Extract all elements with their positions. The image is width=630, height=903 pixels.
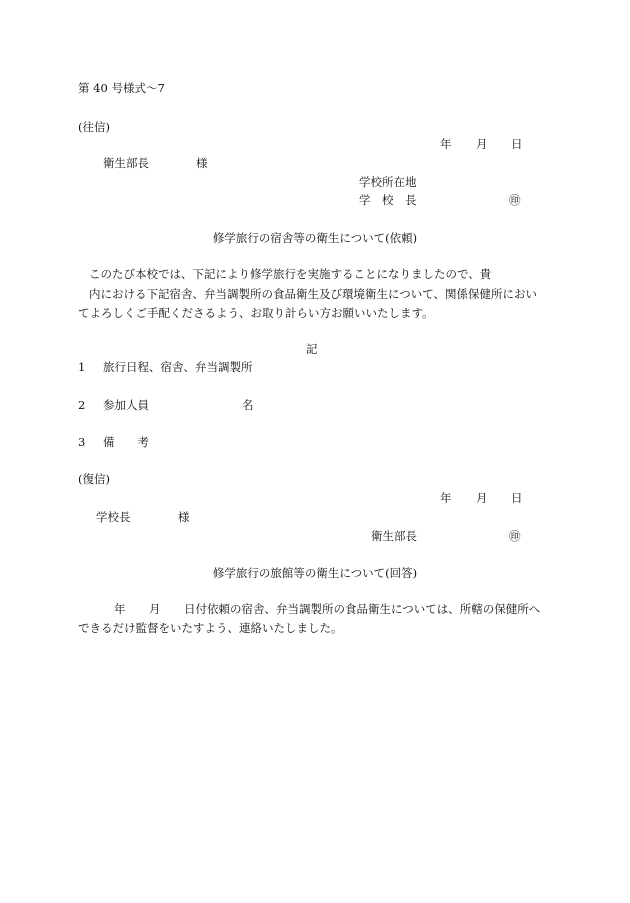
sender-address-label: 学校所在地: [359, 175, 417, 189]
outgoing-subject: 修学旅行の宿舎等の衛生について(依頼): [212, 231, 418, 245]
reply-addressee-title: 学校長: [96, 510, 131, 524]
item-3-text: 備 考: [103, 435, 149, 449]
outgoing-date-day: 日: [511, 137, 523, 151]
reply-body-line-1: 日付依頼の宿舎、弁当調製所の食品衛生については、所轄の保健所へ: [184, 602, 541, 616]
item-2-text: 参加人員: [103, 398, 149, 412]
outgoing-body-line-3: てよろしくご手配くださるよう、お取り計らい方お願いいたします。: [78, 306, 434, 320]
outgoing-addressee-title: 衛生部長: [103, 156, 149, 170]
outgoing-addressee-honorific: 様: [196, 156, 208, 170]
reply-date-day: 日: [511, 491, 523, 505]
reply-subject: 修学旅行の旅館等の衛生について(回答): [212, 566, 418, 580]
sender-title: 学 校 長: [359, 193, 417, 207]
reply-addressee-honorific: 様: [178, 510, 190, 524]
ki-heading: 記: [306, 342, 318, 356]
item-1-number: 1: [78, 360, 86, 374]
item-1-text: 旅行日程、宿舎、弁当調製所: [103, 360, 253, 374]
reply-body-month: 月: [149, 602, 161, 616]
reply-body-line-2: できるだけ監督をいたすよう、連絡いたしました。: [78, 621, 343, 635]
outgoing-date-year: 年: [440, 137, 452, 151]
outgoing-body-line-1: このたび本校では、下記により修学旅行を実施することになりましたので、貴: [89, 267, 492, 281]
outgoing-date-month: 月: [476, 137, 488, 151]
item-2-number: 2: [78, 398, 86, 412]
reply-label: (復信): [78, 472, 110, 486]
outgoing-label: (往信): [78, 120, 110, 134]
reply-sender-title: 衛生部長: [371, 529, 417, 543]
reply-date-month: 月: [476, 491, 488, 505]
reply-body-year: 年: [114, 602, 126, 616]
outgoing-body-line-2: 内における下記宿舎、弁当調製所の食品衛生及び環境衛生について、関係保健所におい: [89, 287, 538, 301]
item-2-suffix: 名: [242, 398, 254, 412]
form-number: 第 40 号様式～7: [78, 81, 165, 95]
item-3-number: 3: [78, 435, 86, 449]
outgoing-seal: ㊞: [509, 193, 521, 207]
reply-date-year: 年: [440, 491, 452, 505]
reply-seal: ㊞: [509, 529, 521, 543]
